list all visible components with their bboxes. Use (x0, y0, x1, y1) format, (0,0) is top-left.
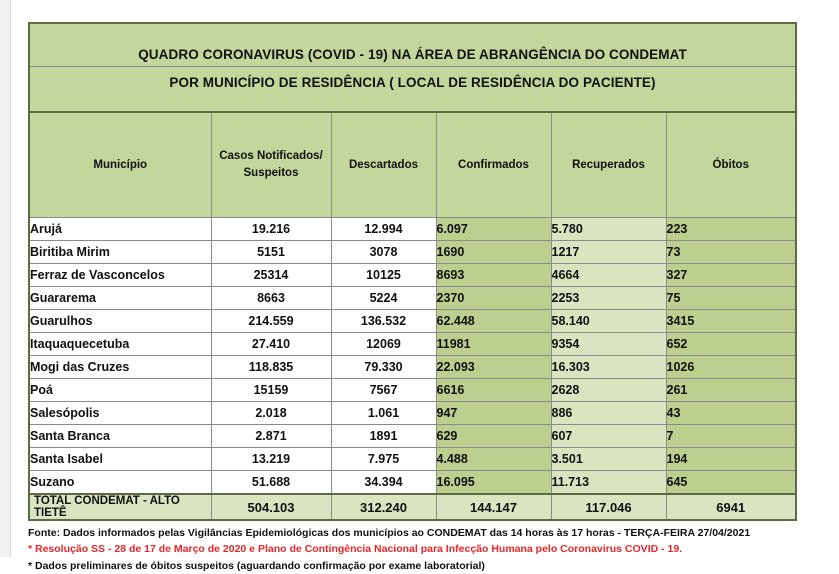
title-row-1 (29, 23, 796, 67)
cell-descartados: 5224 (331, 287, 436, 310)
cell-municipio: Biritiba Mirim (29, 241, 211, 264)
table-row (29, 218, 796, 241)
column-header-confirmados: Confirmados (436, 112, 551, 218)
cell-notificados: 19.216 (211, 218, 331, 241)
cell-obitos: 1026 (666, 356, 796, 379)
cell-obitos: 3415 (666, 310, 796, 333)
table-row (29, 448, 796, 471)
table-row (29, 471, 796, 495)
cell-obitos: 652 (666, 333, 796, 356)
table-header-row (29, 112, 796, 218)
cell-recuperados: 16.303 (551, 356, 666, 379)
total-confirmados: 144.147 (436, 494, 551, 520)
cell-descartados: 136.532 (331, 310, 436, 333)
cell-recuperados: 4664 (551, 264, 666, 287)
cell-municipio: Guarulhos (29, 310, 211, 333)
cell-obitos: 261 (666, 379, 796, 402)
table-row (29, 264, 796, 287)
cell-confirmados: 11981 (436, 333, 551, 356)
cell-confirmados: 629 (436, 425, 551, 448)
total-notificados: 504.103 (211, 494, 331, 520)
cell-confirmados: 22.093 (436, 356, 551, 379)
cell-confirmados: 947 (436, 402, 551, 425)
cell-municipio: Suzano (29, 471, 211, 495)
cell-confirmados: 6616 (436, 379, 551, 402)
cell-notificados: 214.559 (211, 310, 331, 333)
cell-notificados: 8663 (211, 287, 331, 310)
table-row (29, 379, 796, 402)
cell-recuperados: 5.780 (551, 218, 666, 241)
cell-notificados: 118.835 (211, 356, 331, 379)
cell-obitos: 7 (666, 425, 796, 448)
left-edge-strip (0, 0, 11, 557)
footnote-preliminares: * Dados preliminares de óbitos suspeitos (aguardando confirmação por exame laboratorial) (28, 559, 485, 572)
cell-recuperados: 11.713 (551, 471, 666, 495)
cell-municipio: Arujá (29, 218, 211, 241)
covid-report-sheet (28, 22, 795, 574)
condemat-covid-table (28, 22, 797, 521)
cell-recuperados: 58.140 (551, 310, 666, 333)
cell-municipio: Itaquaquecetuba (29, 333, 211, 356)
cell-obitos: 75 (666, 287, 796, 310)
cell-confirmados: 6.097 (436, 218, 551, 241)
column-header-municipio: Município (29, 112, 211, 218)
cell-descartados: 79.330 (331, 356, 436, 379)
table-row (29, 241, 796, 264)
column-header-descartados: Descartados (331, 112, 436, 218)
cell-confirmados: 4.488 (436, 448, 551, 471)
cell-confirmados: 62.448 (436, 310, 551, 333)
cell-municipio: Salesópolis (29, 402, 211, 425)
cell-descartados: 1891 (331, 425, 436, 448)
footnote-resolucao: * Resolução SS - 28 de 17 de Março de 2020 e Plano de Contingência Nacional para Infecção Humana pelo Coronavirus COVID - 19. (28, 543, 683, 556)
footnotes (28, 525, 795, 574)
cell-confirmados: 1690 (436, 241, 551, 264)
cell-confirmados: 16.095 (436, 471, 551, 495)
cell-municipio: Poá (29, 379, 211, 402)
column-header-casos-notificados-line1: Casos Notificados/ (219, 150, 323, 163)
cell-municipio: Santa Branca (29, 425, 211, 448)
report-title-line-1: QUADRO CORONAVIRUS (COVID - 19) NA ÁREA DE ABRANGÊNCIA DO CONDEMAT (29, 23, 796, 67)
cell-descartados: 1.061 (331, 402, 436, 425)
table-row (29, 425, 796, 448)
cell-notificados: 5151 (211, 241, 331, 264)
cell-descartados: 34.394 (331, 471, 436, 495)
cell-obitos: 223 (666, 218, 796, 241)
cell-descartados: 7567 (331, 379, 436, 402)
report-title-line-2: POR MUNICÍPIO DE RESIDÊNCIA ( LOCAL DE RESIDÊNCIA DO PACIENTE) (29, 67, 796, 113)
cell-notificados: 2.871 (211, 425, 331, 448)
total-recuperados: 117.046 (551, 494, 666, 520)
cell-notificados: 15159 (211, 379, 331, 402)
cell-recuperados: 886 (551, 402, 666, 425)
cell-obitos: 327 (666, 264, 796, 287)
total-descartados: 312.240 (331, 494, 436, 520)
cell-recuperados: 3.501 (551, 448, 666, 471)
table-total-row (29, 494, 796, 520)
cell-descartados: 3078 (331, 241, 436, 264)
cell-recuperados: 9354 (551, 333, 666, 356)
cell-notificados: 2.018 (211, 402, 331, 425)
cell-descartados: 12.994 (331, 218, 436, 241)
cell-recuperados: 1217 (551, 241, 666, 264)
cell-confirmados: 2370 (436, 287, 551, 310)
cell-municipio: Santa Isabel (29, 448, 211, 471)
cell-recuperados: 2253 (551, 287, 666, 310)
cell-municipio: Mogi das Cruzes (29, 356, 211, 379)
footnote-source: Fonte: Dados informados pelas Vigilâncias Epidemiológicas dos municípios ao CONDEMAT das 14 horas às 17 horas - TERÇA-FEIRA 27/04/2021 (28, 527, 751, 539)
cell-municipio: Ferraz de Vasconcelos (29, 264, 211, 287)
cell-descartados: 7.975 (331, 448, 436, 471)
column-header-casos-notificados-line2: Suspeitos (243, 167, 299, 179)
cell-obitos: 645 (666, 471, 796, 495)
column-header-casos-notificados (211, 112, 331, 218)
cell-descartados: 10125 (331, 264, 436, 287)
title-row-2 (29, 67, 796, 113)
cell-notificados: 51.688 (211, 471, 331, 495)
cell-notificados: 25314 (211, 264, 331, 287)
column-header-recuperados: Recuperados (551, 112, 666, 218)
cell-obitos: 73 (666, 241, 796, 264)
cell-obitos: 194 (666, 448, 796, 471)
cell-descartados: 12069 (331, 333, 436, 356)
total-label: TOTAL CONDEMAT - ALTO TIETÊ (29, 494, 211, 520)
column-header-obitos: Óbitos (666, 112, 796, 218)
table-row (29, 402, 796, 425)
cell-recuperados: 607 (551, 425, 666, 448)
cell-municipio: Guararema (29, 287, 211, 310)
table-row (29, 287, 796, 310)
table-row (29, 310, 796, 333)
cell-notificados: 27.410 (211, 333, 331, 356)
table-row (29, 333, 796, 356)
total-obitos: 6941 (666, 494, 796, 520)
cell-obitos: 43 (666, 402, 796, 425)
table-row (29, 356, 796, 379)
cell-recuperados: 2628 (551, 379, 666, 402)
cell-notificados: 13.219 (211, 448, 331, 471)
cell-confirmados: 8693 (436, 264, 551, 287)
